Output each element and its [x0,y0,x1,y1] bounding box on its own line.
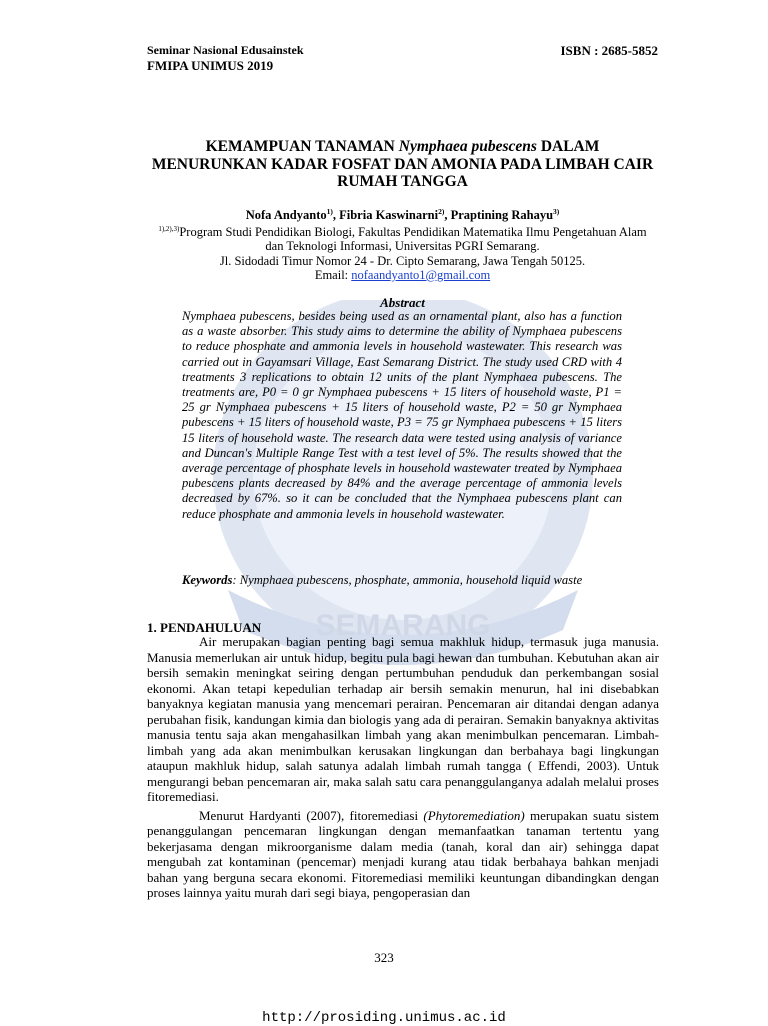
watermark-text: SEMARANG [315,609,491,642]
abstract-body: Nymphaea pubescens, besides being used as an ornamental plant, also has a function as a waste absorber. This study aims to determine the ability of Nymphaea pubescens to reduce phosphate and ammonia levels in household wastewater. This research was carried out in Gayamsari Village, East Semarang District. The study used CRD with 4 treatments 3 replications to obtain 12 units of the plant Nymphaea pubescens. The treatments are, P0 = 0 gr Nymphaea pubescens + 15 liters of household waste, P1 = 25 gr Nymphaea pubescens + 15 liters of household waste, P2 = 50 gr Nymphaea pubescens + 15 liters of household waste, P3 = 75 gr Nymphaea pubescens + 15 liters 15 liters of household waste. The research data were tested using analysis of variance and Duncan's Multiple Range Test with a test level of 5%. The results showed that the average percentage of phosphate levels in household wastewater treated by Nymphaea pubescens plants decreased by 84% and the average percentage of ammonia levels decreased by 67%. so it can be concluded that the Nymphaea pubescens plant can reduce phosphate and ammonia levels in household wastewater. [182,309,622,521]
author-1-sup: 1) [326,207,333,216]
affiliation-line2: dan Teknologi Informasi, Universitas PGRI Semarang. [265,239,540,254]
author-3-sup: 3) [553,207,560,216]
author-1: Nofa Andyanto [245,208,327,223]
author-list [140,207,665,223]
author-3: , Praptining Rahayu [444,208,554,223]
abstract-heading: Abstract [380,295,425,310]
title-species: Nymphaea pubescens [398,138,537,155]
keywords-text: : Nymphaea pubescens, phosphate, ammonia, household liquid waste [232,573,583,587]
affiliation-line1: Program Studi Pendidikan Biologi, Fakultas Pendidikan Matematika Ilmu Pengetahuan Alam [179,225,647,240]
paragraph-2 [147,808,659,901]
paper-title [140,138,665,191]
author-2-sup: 2) [438,207,445,216]
affiliation-address: Jl. Sidodadi Timur Nomor 24 - Dr. Cipto Semarang, Jawa Tengah 50125. [219,253,586,268]
affiliation [140,222,665,282]
paragraph-2-term: (Phytoremediation) [423,807,525,823]
isbn-label: ISBN : 2685-5852 [560,43,658,58]
affiliation-sup: 1),2),3) [158,225,180,233]
organizer-name: FMIPA UNIMUS 2019 [147,58,274,73]
title-line3: RUMAH TANGGA [337,173,468,190]
paragraph-2-start: Menurut Hardyanti (2007), fitoremediasi [199,807,424,823]
author-2: , Fibria Kaswinarni [332,208,439,223]
email-label: Email: [314,267,352,282]
section-heading: 1. PENDAHULUAN [147,620,262,635]
page-number: 323 [374,950,394,965]
keywords [182,573,622,588]
paragraph-1: Air merupakan bagian penting bagi semua makhluk hidup, termasuk juga manusia. Manusia memerlukan air untuk hidup, begitu pula bagi hewan dan tumbuhan. Kebutuhan akan air bersih semakin meningkat seiring dengan pertumbuhan penduduk dan perkembangan sosial ekonomi. Akan tetapi kepedulian terhadap air bersih semakin menurun, hal ini disebabkan banyaknya kegiatan manusia yang mencemari perairan. Pencemaran air ditandai dengan adanya perubahan fisik, kandungan kimia dan biologis yang ada di perairan. Semakin banyaknya aktivitas manusia tentu saja akan mengahasilkan limbah yang akan menimbulkan pencemaran. Limbah-limbah yang ada akan menimbulkan kerusakan lingkungan dan berbahaya bagi lingkungan ataupun makhluk hidup, salah satunya adalah limbah rumah tangga ( Effendi, 2003). Untuk mengurangi beban pencemaran air, maka salah satu cara penanggulanganya adalah melalui proses fitoremediasi. [147,634,659,804]
keywords-label: Keywords [182,573,233,587]
title-line2: MENURUNKAN KADAR FOSFAT DAN AMONIA PADA LIMBAH CAIR [151,155,654,173]
paragraph-2-rest: merupakan suatu sistem penanggulangan pencemaran lingkungan dengan memanfaatkan tanaman tertentu yang bekerjasama dengan mikroorganisme dalam media (tanah, koral dan air) sehingga dapat mengubah zat kontaminan (pencemar) menjadi kurang atau tidak berbahaya bahkan menjadi bahan yang berguna secara ekonomi. Fitoremediasi memiliki keuntungan dibandingkan dengan proses lainnya yaitu murah dari segi biaya, pengoperasian dan [147,807,659,900]
section-body [147,634,659,901]
running-header-left [147,43,304,73]
email-link[interactable]: nofaandyanto1@gmail.com [351,267,491,282]
footer-url[interactable]: http://prosiding.unimus.ac.id [262,1010,506,1026]
title-part1: KEMAMPUAN TANAMAN [205,138,399,155]
title-part2: DALAM [536,138,600,155]
conference-name: Seminar Nasional Edusainstek [147,43,304,57]
